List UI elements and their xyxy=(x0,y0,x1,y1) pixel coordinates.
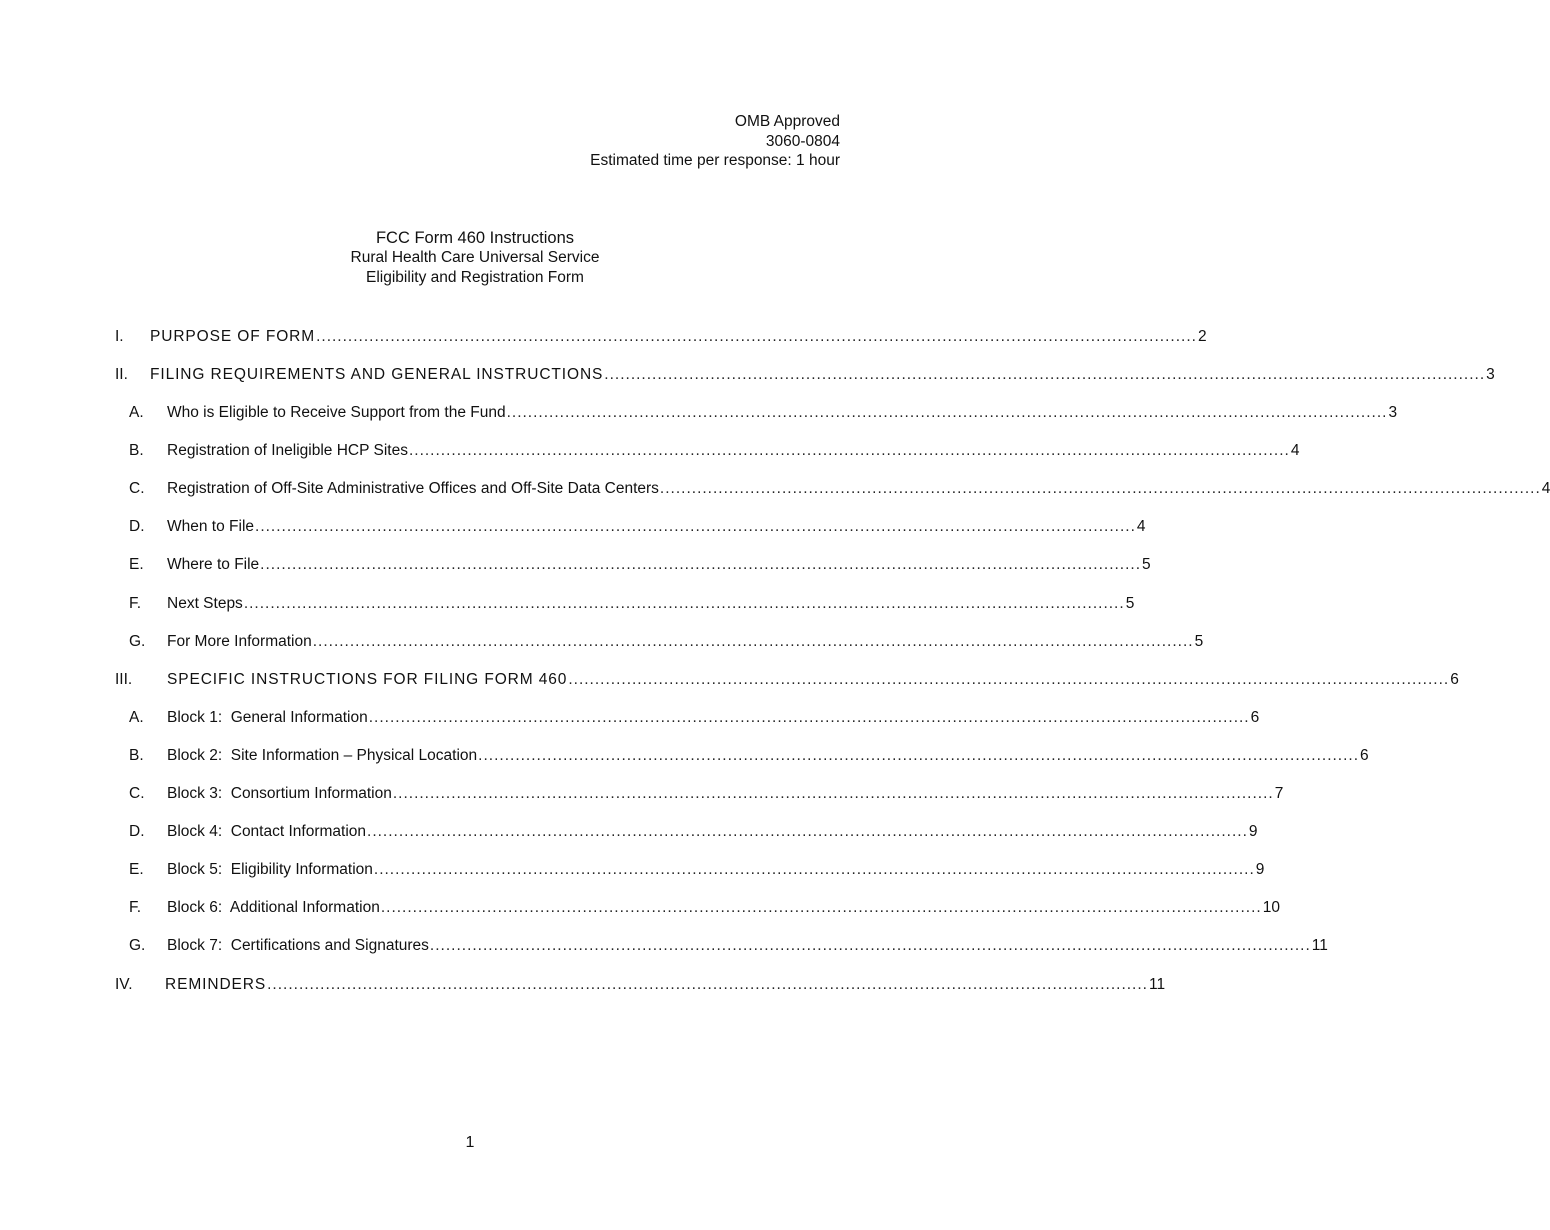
toc-entry-label: SPECIFIC INSTRUCTIONS FOR FILING FORM 460 xyxy=(167,671,568,688)
document-subtitle: Rural Health Care Universal Service xyxy=(350,249,600,266)
toc-entry-number: III. xyxy=(115,671,133,688)
toc-dot-leader: ...................................................................................................................................................................... xyxy=(243,595,1125,612)
toc-entry-page: 2 xyxy=(1197,328,1207,345)
toc-dot-leader: ...................................................................................................................................................................... xyxy=(368,709,1250,726)
estimated-time-text: Estimated time per response: 1 hour xyxy=(590,152,840,169)
toc-entry-number: II. xyxy=(115,366,128,383)
toc-entry-number: IV. xyxy=(115,976,133,993)
toc-entry-label: Who is Eligible to Receive Support from the Fund xyxy=(167,404,506,421)
toc-entry-number: A. xyxy=(129,709,144,726)
document-title: FCC Form 460 Instructions xyxy=(375,229,575,247)
toc-entry-number: I. xyxy=(115,328,124,345)
toc-entry-number: A. xyxy=(129,404,144,421)
toc-entry-page: 9 xyxy=(1255,861,1265,878)
toc-entry-page: 11 xyxy=(1311,937,1328,954)
toc-entry-number: F. xyxy=(129,595,142,612)
document-subtitle-2: Eligibility and Registration Form xyxy=(366,269,584,286)
toc-entry-page: 6 xyxy=(1250,709,1260,726)
toc-entry-number: G. xyxy=(129,937,146,954)
toc-entry-number: D. xyxy=(129,823,145,840)
toc-entry-page: 6 xyxy=(1450,671,1459,688)
toc-entry-number: B. xyxy=(129,747,144,764)
toc-dot-leader: ...................................................................................................................................................................... xyxy=(506,404,1388,421)
toc-entry-label: Block 1: General Information xyxy=(167,709,368,726)
toc-entry-page: 5 xyxy=(1125,595,1135,612)
toc-entry-page: 7 xyxy=(1274,785,1284,802)
toc-entry-block-1[interactable] xyxy=(115,707,1260,729)
toc-dot-leader: ...................................................................................................................................................................... xyxy=(429,937,1311,954)
toc-entry-filing-requirements[interactable] xyxy=(115,364,1495,386)
toc-dot-leader: ...................................................................................................................................................................... xyxy=(255,518,1136,535)
toc-entry-number: D. xyxy=(129,518,145,535)
toc-entry-label: Block 5: Eligibility Information xyxy=(167,861,373,878)
toc-entry-label: Block 3: Consortium Information xyxy=(167,785,392,802)
toc-entry-who-is-eligible[interactable] xyxy=(115,402,1398,424)
toc-entry-page: 5 xyxy=(1142,556,1151,573)
toc-dot-leader: ...................................................................................................................................................................... xyxy=(260,556,1142,573)
toc-entry-reminders[interactable] xyxy=(115,974,1166,996)
toc-entry-label: For More Information xyxy=(167,633,312,650)
toc-entry-number: G. xyxy=(129,633,146,650)
toc-entry-label: Next Steps xyxy=(167,595,243,612)
toc-entry-block-7[interactable] xyxy=(115,935,1328,957)
toc-entry-page: 10 xyxy=(1262,899,1280,916)
toc-entry-label: Where to File xyxy=(167,556,260,573)
toc-dot-leader: ...................................................................................................................................................................... xyxy=(312,633,1194,650)
page-number: 1 xyxy=(465,1134,475,1151)
toc-dot-leader: ...................................................................................................................................................................... xyxy=(568,671,1450,688)
toc-dot-leader: ...................................................................................................................................................................... xyxy=(659,480,1541,497)
toc-dot-leader: ...................................................................................................................................................................... xyxy=(367,823,1248,840)
toc-dot-leader: ...................................................................................................................................................................... xyxy=(380,899,1262,916)
toc-entry-label: Registration of Ineligible HCP Sites xyxy=(167,442,408,459)
toc-dot-leader: ...................................................................................................................................................................... xyxy=(408,442,1290,459)
toc-dot-leader: ...................................................................................................................................................................... xyxy=(316,328,1197,345)
toc-entry-page: 6 xyxy=(1360,747,1369,764)
toc-entry-next-steps[interactable] xyxy=(115,593,1135,615)
toc-entry-number: E. xyxy=(129,556,144,573)
toc-entry-off-site-offices[interactable] xyxy=(115,478,1550,500)
toc-entry-block-3[interactable] xyxy=(115,783,1284,805)
toc-entry-number: C. xyxy=(129,785,145,802)
toc-entry-ineligible-hcp-sites[interactable] xyxy=(115,440,1300,462)
toc-entry-number: C. xyxy=(129,480,145,497)
toc-entry-block-6[interactable] xyxy=(115,897,1280,919)
toc-entry-label: Block 6: Additional Information xyxy=(167,899,380,916)
toc-entry-number: F. xyxy=(129,899,142,916)
toc-entry-label: FILING REQUIREMENTS AND GENERAL INSTRUCTIONS xyxy=(150,366,604,383)
toc-entry-label: PURPOSE OF FORM xyxy=(150,328,316,345)
toc-entry-label: Block 2: Site Information – Physical Location xyxy=(167,747,478,764)
toc-dot-leader: ...................................................................................................................................................................... xyxy=(478,747,1360,764)
toc-entry-block-2[interactable] xyxy=(115,745,1369,767)
toc-entry-purpose-of-form[interactable] xyxy=(115,326,1207,348)
toc-entry-number: B. xyxy=(129,442,144,459)
toc-dot-leader: ...................................................................................................................................................................... xyxy=(604,366,1486,383)
toc-entry-block-5[interactable] xyxy=(115,859,1265,881)
toc-entry-page: 4 xyxy=(1136,518,1146,535)
toc-entry-page: 9 xyxy=(1248,823,1258,840)
toc-dot-leader: ...................................................................................................................................................................... xyxy=(392,785,1274,802)
toc-entry-number: E. xyxy=(129,861,144,878)
omb-approved-label: OMB Approved xyxy=(734,113,840,130)
toc-entry-when-to-file[interactable] xyxy=(115,516,1146,538)
toc-entry-label: Registration of Off-Site Administrative Offices and Off-Site Data Centers xyxy=(167,480,659,497)
toc-entry-page: 4 xyxy=(1290,442,1300,459)
toc-entry-label: REMINDERS xyxy=(165,976,267,993)
omb-control-number: 3060-0804 xyxy=(765,132,840,150)
toc-entry-page: 5 xyxy=(1194,633,1204,650)
toc-entry-label: Block 7: Certifications and Signatures xyxy=(167,937,429,954)
toc-entry-more-information[interactable] xyxy=(115,631,1204,653)
toc-entry-specific-instructions[interactable] xyxy=(115,669,1459,691)
toc-entry-label: When to File xyxy=(167,518,255,535)
toc-dot-leader: ...................................................................................................................................................................... xyxy=(267,976,1148,993)
toc-entry-where-to-file[interactable] xyxy=(115,554,1151,576)
toc-entry-label: Block 4: Contact Information xyxy=(167,823,367,840)
toc-entry-page: 3 xyxy=(1486,366,1495,383)
toc-dot-leader: ...................................................................................................................................................................... xyxy=(373,861,1255,878)
toc-entry-page: 11 xyxy=(1148,976,1166,993)
toc-entry-block-4[interactable] xyxy=(115,821,1258,843)
toc-entry-page: 3 xyxy=(1388,404,1398,421)
toc-entry-page: 4 xyxy=(1541,480,1550,497)
